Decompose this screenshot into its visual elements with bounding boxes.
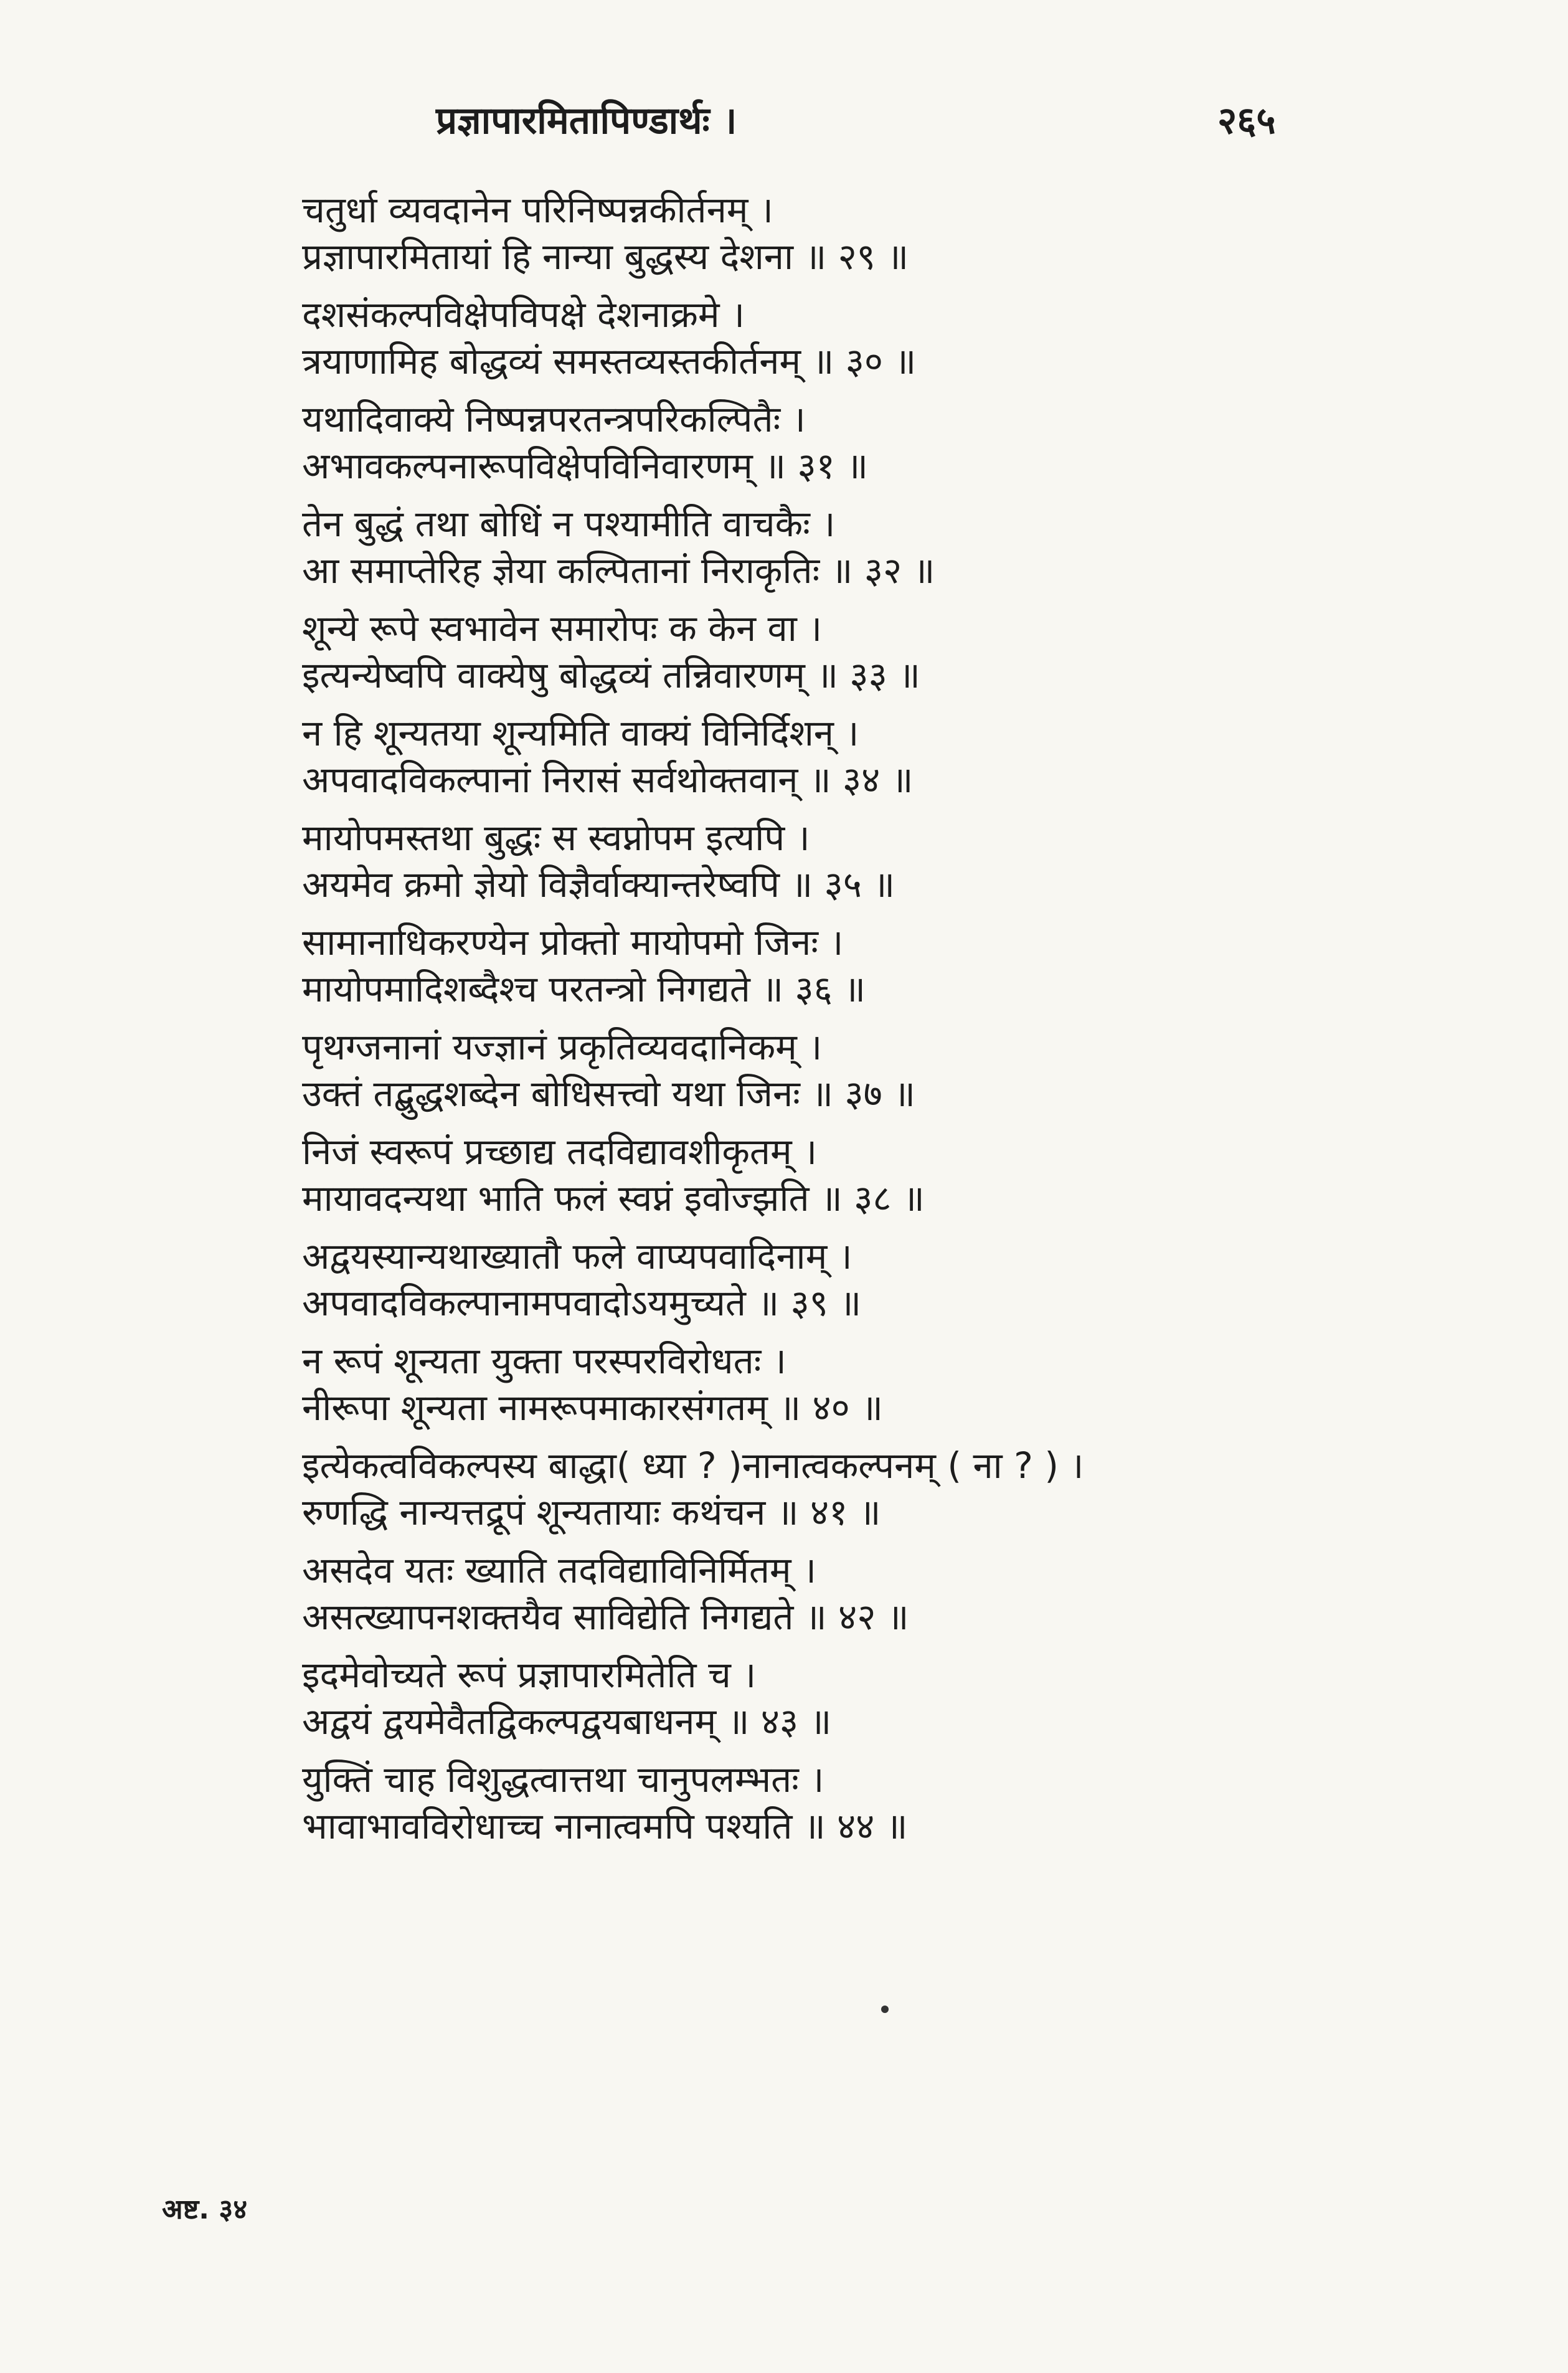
- stanza: [302, 187, 1485, 280]
- verse-line: शून्ये रूपे स्वभावेन समारोपः क केन वा ।: [302, 607, 823, 650]
- verse-line: मायोपमादिशब्दैश्च परतन्त्रो निगद्यते ॥ ३६ ॥: [302, 968, 866, 1010]
- verse-line: अभावकल्पनारूपविक्षेपविनिवारणम् ॥ ३१ ॥: [302, 445, 868, 487]
- verse-line: मायावदन्यथा भाति फलं स्वप्नं इवोज्झति ॥ ३८ ॥: [302, 1177, 925, 1220]
- stanza: [302, 501, 1485, 594]
- stanza: [302, 1547, 1485, 1641]
- stanza: [302, 1756, 1485, 1850]
- verse-line: इत्यन्येष्वपि वाक्येषु बोद्धव्यं तन्निवारणम् ॥ ३३ ॥: [302, 654, 920, 696]
- stanza: [302, 1129, 1485, 1222]
- verse-line: पृथग्जनानां यज्ज्ञानं प्रकृतिव्यवदानिकम् ।: [302, 1026, 823, 1068]
- stanza: [302, 710, 1485, 803]
- verse-line: भावाभावविरोधाच्च नानात्वमपि पश्यति ॥ ४४ ॥: [302, 1805, 908, 1847]
- verse-line: न हि शून्यतया शून्यमिति वाक्यं विनिर्दिशन् ।: [302, 712, 859, 754]
- verse-line: अपवादविकल्पानामपवादोऽयमुच्यते ॥ ३९ ॥: [302, 1282, 862, 1324]
- running-title: प्रज्ञापारमितापिण्डार्थः ।: [436, 99, 737, 143]
- verse-line: रुणद्धि नान्यत्तद्रूपं शून्यतायाः कथंचन ॥ ४१ ॥: [302, 1491, 881, 1533]
- stanza: [302, 815, 1485, 908]
- verse-line: न रूपं शून्यता युक्ता परस्परविरोधतः ।: [302, 1340, 786, 1382]
- verse-line: युक्तिं चाह विशुद्धत्वात्तथा चानुपलम्भतः ।: [302, 1758, 824, 1801]
- verse-line: चतुर्धा व्यवदानेन परिनिष्पन्नकीर्तनम् ।: [302, 189, 773, 231]
- verse-block: [302, 187, 1485, 1861]
- verse-line: अद्वयं द्वयमेवैतद्विकल्पद्वयबाधनम् ॥ ४३ ॥: [302, 1700, 832, 1743]
- verse-line: इदमेवोच्यते रूपं प्रज्ञापारमितेति च ।: [302, 1654, 757, 1696]
- verse-line: नीरूपा शून्यता नामरूपमाकारसंगतम् ॥ ४० ॥: [302, 1386, 884, 1429]
- verse-line: असदेव यतः ख्याति तदविद्याविनिर्मितम् ।: [302, 1549, 817, 1591]
- stanza: [302, 1442, 1485, 1536]
- verse-line: सामानाधिकरण्येन प्रोक्तो मायोपमो जिनः ।: [302, 921, 844, 964]
- verse-line: निजं स्वरूपं प्रच्छाद्य तदविद्यावशीकृतम् ।: [302, 1130, 818, 1173]
- verse-line: अद्वयस्यान्यथाख्यातौ फले वाप्यपवादिनाम् ।: [302, 1235, 852, 1277]
- verse-line: तेन बुद्धं तथा बोधिं न पश्यामीति वाचकैः ।: [302, 503, 836, 545]
- stanza: [302, 605, 1485, 699]
- stanza: [302, 1024, 1485, 1117]
- verse-line: दशसंकल्पविक्षेपविपक्षे देशनाक्रमे ।: [302, 293, 745, 336]
- stanza: [302, 396, 1485, 490]
- stanza: [302, 1652, 1485, 1745]
- signature-mark: अष्ट. ३४: [162, 2194, 248, 2225]
- stanza: [302, 291, 1485, 385]
- verse-line: प्रज्ञापारमितायां हि नान्या बुद्धस्य देशना ॥ २९ ॥: [302, 235, 909, 278]
- verse-line: यथादिवाक्ये निष्पन्नपरतन्त्रपरिकल्पितैः ।: [302, 398, 806, 440]
- verse-line: त्रयाणामिह बोद्धव्यं समस्तव्यस्तकीर्तनम् ॥ ३० ॥: [302, 340, 917, 382]
- stanza: [302, 1338, 1485, 1431]
- page-number: २६५: [1217, 99, 1276, 143]
- verse-line: आ समाप्तेरिह ज्ञेया कल्पितानां निराकृतिः ॥ ३२ ॥: [302, 549, 935, 592]
- verse-line: अपवादविकल्पानां निरासं सर्वथोक्तवान् ॥ ३४ ॥: [302, 759, 914, 801]
- verse-line: उक्तं तद्बुद्धशब्देन बोधिसत्त्वो यथा जिनः ॥ ३७ ॥: [302, 1073, 915, 1115]
- stanza: [302, 1233, 1485, 1327]
- ink-speck: [881, 2006, 889, 2013]
- verse-line: अयमेव क्रमो ज्ञेयो विज्ञैर्वाक्यान्तरेष्वपि ॥ ३५ ॥: [302, 863, 895, 906]
- verse-line: मायोपमस्तथा बुद्धः स स्वप्नोपम इत्यपि ।: [302, 817, 810, 859]
- verse-line: असत्ख्यापनशक्तयैव साविद्येति निगद्यते ॥ ४२ ॥: [302, 1596, 909, 1638]
- verse-line: इत्येकत्वविकल्पस्य बाद्धा( ध्या ? )नानात्वकल्पनम् ( ना ? ) ।: [302, 1444, 1084, 1487]
- stanza: [302, 919, 1485, 1013]
